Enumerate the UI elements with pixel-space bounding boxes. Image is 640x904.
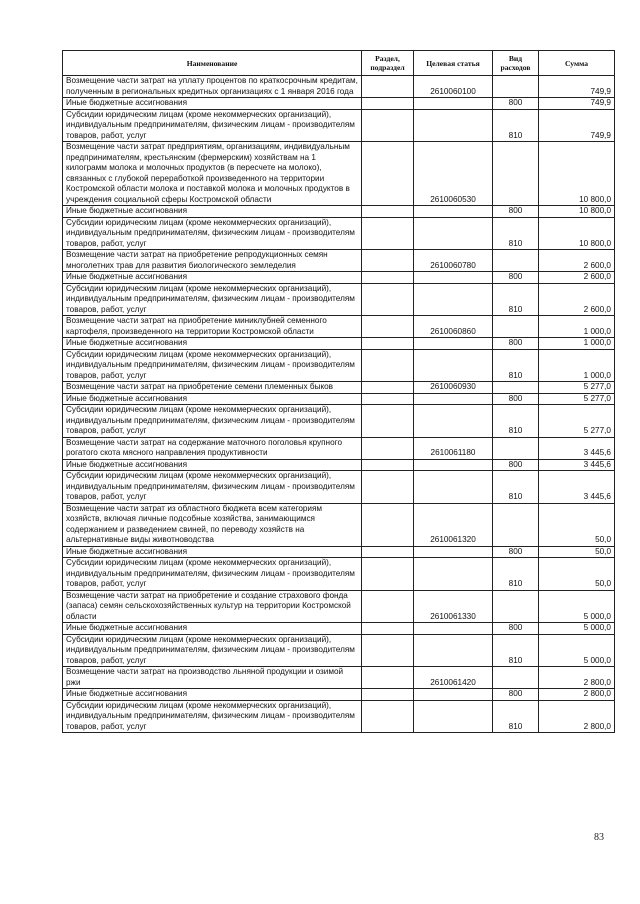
- cell-name: Возмещение части затрат из областного бюджета всем категориям хозяйств, включая личные подсобные хозяйства, занимающимся содержанием и разведением свиней, по переводу хозяйств на альтернативные виды животноводства: [63, 503, 362, 546]
- cell-section: [362, 689, 414, 701]
- cell-sum: 5 277,0: [539, 393, 615, 405]
- cell-section: [362, 338, 414, 350]
- cell-section: [362, 393, 414, 405]
- cell-article: [414, 109, 493, 142]
- cell-article: 2610060780: [414, 250, 493, 272]
- cell-article: [414, 700, 493, 733]
- cell-sum: 5 000,0: [539, 623, 615, 635]
- cell-sum: 749,9: [539, 109, 615, 142]
- cell-sum: 2 800,0: [539, 667, 615, 689]
- budget-sheet: [62, 50, 614, 733]
- cell-sum: 2 600,0: [539, 283, 615, 316]
- cell-expense-type: 810: [493, 283, 539, 316]
- cell-section: [362, 349, 414, 382]
- cell-expense-type: 800: [493, 459, 539, 471]
- cell-sum: 2 600,0: [539, 250, 615, 272]
- cell-section: [362, 546, 414, 558]
- cell-article: [414, 217, 493, 250]
- table-row: [63, 98, 615, 110]
- cell-article: 2610061330: [414, 590, 493, 623]
- cell-name: Возмещение части затрат на производство льняной продукции и озимой ржи: [63, 667, 362, 689]
- cell-article: 2610061420: [414, 667, 493, 689]
- cell-name: Возмещение части затрат на приобретение репродукционных семян многолетних трав для развития биологического земледелия: [63, 250, 362, 272]
- cell-article: [414, 471, 493, 504]
- cell-section: [362, 382, 414, 394]
- table-row: [63, 405, 615, 438]
- cell-name: Иные бюджетные ассигнования: [63, 623, 362, 635]
- page-number: 83: [594, 832, 604, 843]
- cell-name: Субсидии юридическим лицам (кроме некоммерческих организаций), индивидуальным предпринимателям, физическим лицам - производителям товаров, работ, услуг: [63, 283, 362, 316]
- cell-article: [414, 206, 493, 218]
- cell-article: [414, 349, 493, 382]
- cell-expense-type: 800: [493, 98, 539, 110]
- cell-section: [362, 142, 414, 206]
- cell-name: Иные бюджетные ассигнования: [63, 338, 362, 350]
- cell-section: [362, 272, 414, 284]
- cell-name: Субсидии юридическим лицам (кроме некоммерческих организаций), индивидуальным предпринимателям, физическим лицам - производителям товаров, работ, услуг: [63, 217, 362, 250]
- cell-section: [362, 76, 414, 98]
- cell-name: Иные бюджетные ассигнования: [63, 272, 362, 284]
- cell-name: Возмещение части затрат на приобретение миниклубней семенного картофеля, произведенного на территории Костромской области: [63, 316, 362, 338]
- cell-name: Иные бюджетные ассигнования: [63, 546, 362, 558]
- cell-section: [362, 206, 414, 218]
- cell-section: [362, 250, 414, 272]
- cell-article: 2610061180: [414, 437, 493, 459]
- cell-expense-type: [493, 382, 539, 394]
- cell-article: [414, 283, 493, 316]
- cell-section: [362, 283, 414, 316]
- cell-expense-type: 800: [493, 689, 539, 701]
- table-row: [63, 558, 615, 591]
- cell-expense-type: [493, 316, 539, 338]
- table-row: [63, 206, 615, 218]
- cell-name: Субсидии юридическим лицам (кроме некоммерческих организаций), индивидуальным предпринимателям, физическим лицам - производителям товаров, работ, услуг: [63, 700, 362, 733]
- header-sum: Сумма: [539, 51, 615, 76]
- cell-section: [362, 316, 414, 338]
- cell-name: Возмещение части затрат на приобретение и создание страхового фонда (запаса) семян сельскохозяйственных культур на территории Костромской области: [63, 590, 362, 623]
- table-row: [63, 546, 615, 558]
- table-row: [63, 76, 615, 98]
- cell-expense-type: [493, 250, 539, 272]
- cell-expense-type: 810: [493, 700, 539, 733]
- cell-name: Иные бюджетные ассигнования: [63, 98, 362, 110]
- table-row: [63, 503, 615, 546]
- budget-table: [62, 50, 615, 733]
- cell-article: 2610060930: [414, 382, 493, 394]
- cell-expense-type: 810: [493, 634, 539, 667]
- cell-expense-type: 810: [493, 217, 539, 250]
- cell-section: [362, 634, 414, 667]
- cell-name: Субсидии юридическим лицам (кроме некоммерческих организаций), индивидуальным предпринимателям, физическим лицам - производителям товаров, работ, услуг: [63, 634, 362, 667]
- header-name: Наименование: [63, 51, 362, 76]
- cell-sum: 10 800,0: [539, 206, 615, 218]
- cell-expense-type: 800: [493, 272, 539, 284]
- cell-expense-type: [493, 76, 539, 98]
- cell-expense-type: [493, 590, 539, 623]
- cell-expense-type: 800: [493, 338, 539, 350]
- cell-name: Возмещение части затрат на уплату процентов по краткосрочным кредитам, полученным в региональных кредитных организациях с 1 января 2016 года: [63, 76, 362, 98]
- cell-sum: 10 800,0: [539, 217, 615, 250]
- cell-name: Возмещение части затрат на содержание маточного поголовья крупного рогатого скота мясного направления продуктивности: [63, 437, 362, 459]
- table-row: [63, 393, 615, 405]
- table-row: [63, 590, 615, 623]
- cell-name: Иные бюджетные ассигнования: [63, 459, 362, 471]
- cell-name: Возмещение части затрат на приобретение семени племенных быков: [63, 382, 362, 394]
- cell-name: Иные бюджетные ассигнования: [63, 393, 362, 405]
- table-row: [63, 109, 615, 142]
- table-row: [63, 272, 615, 284]
- cell-name: Субсидии юридическим лицам (кроме некоммерческих организаций), индивидуальным предпринимателям, физическим лицам - производителям товаров, работ, услуг: [63, 349, 362, 382]
- cell-name: Иные бюджетные ассигнования: [63, 689, 362, 701]
- cell-sum: 10 800,0: [539, 142, 615, 206]
- cell-sum: 5 000,0: [539, 634, 615, 667]
- table-row: [63, 689, 615, 701]
- cell-expense-type: 800: [493, 546, 539, 558]
- cell-article: [414, 393, 493, 405]
- cell-sum: 5 277,0: [539, 405, 615, 438]
- cell-expense-type: 810: [493, 471, 539, 504]
- cell-sum: 5 277,0: [539, 382, 615, 394]
- cell-expense-type: [493, 667, 539, 689]
- cell-article: 2610060860: [414, 316, 493, 338]
- header-row: [63, 51, 615, 76]
- cell-expense-type: 800: [493, 206, 539, 218]
- header-expense-type: Вид расходов: [493, 51, 539, 76]
- cell-article: 2610061320: [414, 503, 493, 546]
- cell-section: [362, 623, 414, 635]
- cell-expense-type: 810: [493, 109, 539, 142]
- cell-sum: 1 000,0: [539, 338, 615, 350]
- cell-section: [362, 217, 414, 250]
- cell-sum: 2 800,0: [539, 700, 615, 733]
- cell-name: Субсидии юридическим лицам (кроме некоммерческих организаций), индивидуальным предпринимателям, физическим лицам - производителям товаров, работ, услуг: [63, 558, 362, 591]
- cell-article: [414, 98, 493, 110]
- table-row: [63, 459, 615, 471]
- cell-section: [362, 667, 414, 689]
- cell-sum: 50,0: [539, 503, 615, 546]
- table-row: [63, 700, 615, 733]
- header-section: Раздел, подраздел: [362, 51, 414, 76]
- cell-section: [362, 109, 414, 142]
- cell-sum: 50,0: [539, 558, 615, 591]
- table-row: [63, 338, 615, 350]
- cell-name: Иные бюджетные ассигнования: [63, 206, 362, 218]
- cell-sum: 749,9: [539, 76, 615, 98]
- cell-article: [414, 623, 493, 635]
- cell-sum: 2 800,0: [539, 689, 615, 701]
- table-row: [63, 667, 615, 689]
- cell-section: [362, 590, 414, 623]
- cell-sum: 1 000,0: [539, 316, 615, 338]
- cell-expense-type: 810: [493, 558, 539, 591]
- cell-name: Субсидии юридическим лицам (кроме некоммерческих организаций), индивидуальным предпринимателям, физическим лицам - производителям товаров, работ, услуг: [63, 405, 362, 438]
- cell-expense-type: 810: [493, 349, 539, 382]
- cell-section: [362, 503, 414, 546]
- cell-sum: 3 445,6: [539, 437, 615, 459]
- cell-name: Субсидии юридическим лицам (кроме некоммерческих организаций), индивидуальным предпринимателям, физическим лицам - производителям товаров, работ, услуг: [63, 109, 362, 142]
- table-row: [63, 349, 615, 382]
- cell-sum: 50,0: [539, 546, 615, 558]
- cell-article: 2610060530: [414, 142, 493, 206]
- cell-expense-type: [493, 437, 539, 459]
- cell-sum: 1 000,0: [539, 349, 615, 382]
- cell-article: 2610060100: [414, 76, 493, 98]
- cell-section: [362, 700, 414, 733]
- cell-article: [414, 405, 493, 438]
- cell-section: [362, 405, 414, 438]
- cell-section: [362, 558, 414, 591]
- cell-article: [414, 558, 493, 591]
- cell-expense-type: 810: [493, 405, 539, 438]
- cell-sum: 3 445,6: [539, 459, 615, 471]
- cell-article: [414, 634, 493, 667]
- table-row: [63, 142, 615, 206]
- cell-section: [362, 98, 414, 110]
- header-article: Целевая статья: [414, 51, 493, 76]
- table-body: [63, 76, 615, 733]
- cell-section: [362, 437, 414, 459]
- table-row: [63, 250, 615, 272]
- cell-expense-type: [493, 503, 539, 546]
- cell-article: [414, 459, 493, 471]
- cell-expense-type: 800: [493, 623, 539, 635]
- cell-sum: 5 000,0: [539, 590, 615, 623]
- cell-name: Возмещение части затрат предприятиям, организациям, индивидуальным предпринимателям, крестьянским (фермерским) хозяйствам на 1 килограмм молока и молочных продуктов (в пересчете на молоко), связанных с глубокой переработкой произведенного на территории Костромской области молока и поставкой молока и молочных продуктов в учреждения социальной сферы Костромской области: [63, 142, 362, 206]
- table-row: [63, 316, 615, 338]
- cell-sum: 2 600,0: [539, 272, 615, 284]
- table-row: [63, 623, 615, 635]
- table-row: [63, 283, 615, 316]
- table-row: [63, 382, 615, 394]
- cell-article: [414, 689, 493, 701]
- cell-expense-type: [493, 142, 539, 206]
- table-row: [63, 217, 615, 250]
- cell-article: [414, 546, 493, 558]
- table-row: [63, 634, 615, 667]
- cell-article: [414, 338, 493, 350]
- cell-name: Субсидии юридическим лицам (кроме некоммерческих организаций), индивидуальным предпринимателям, физическим лицам - производителям товаров, работ, услуг: [63, 471, 362, 504]
- cell-sum: 749,9: [539, 98, 615, 110]
- cell-sum: 3 445,6: [539, 471, 615, 504]
- table-row: [63, 437, 615, 459]
- cell-article: [414, 272, 493, 284]
- table-row: [63, 471, 615, 504]
- cell-section: [362, 471, 414, 504]
- cell-section: [362, 459, 414, 471]
- cell-expense-type: 800: [493, 393, 539, 405]
